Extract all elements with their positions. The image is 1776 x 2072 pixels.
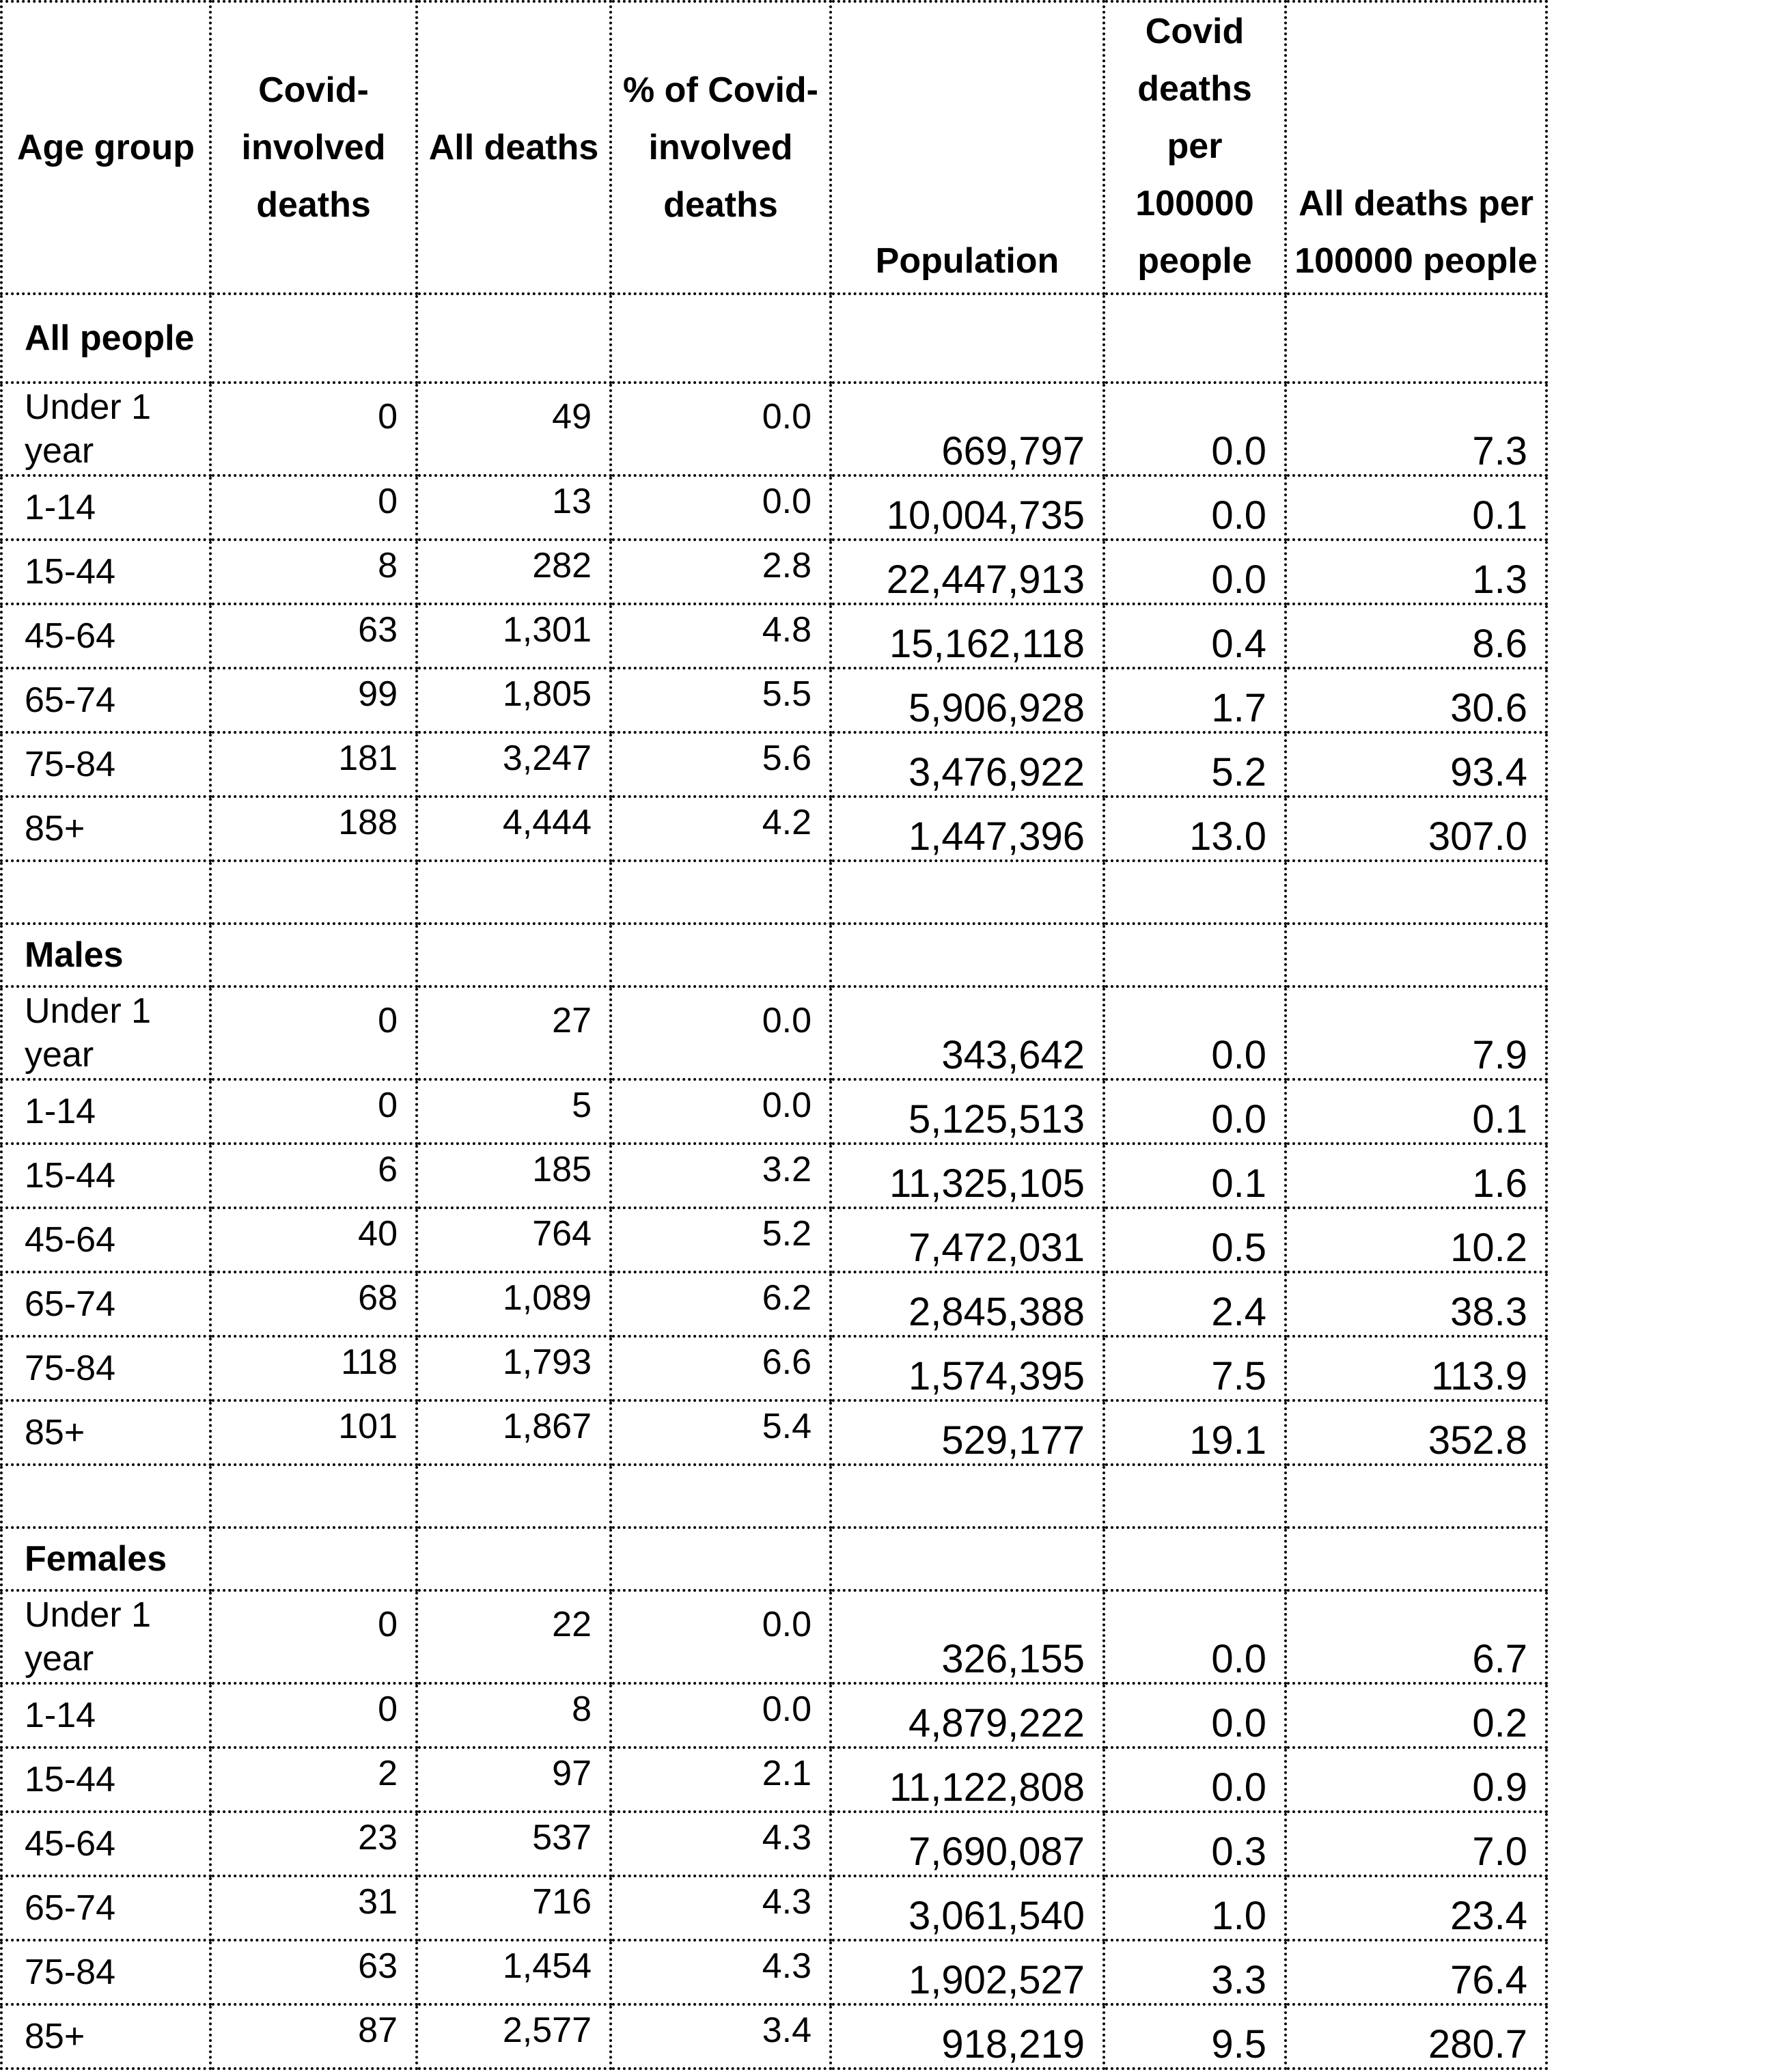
table-row <box>1 383 1546 475</box>
all-rate-cell: 1.3 <box>1286 540 1546 604</box>
empty-cell <box>210 861 417 924</box>
all-deaths-cell: 1,454 <box>417 1940 611 2004</box>
table-row <box>1 1208 1546 1272</box>
pct-covid-cell: 5.2 <box>611 1208 831 1272</box>
all-deaths-cell: 97 <box>417 1748 611 1812</box>
all-rate-cell: 0.1 <box>1286 1079 1546 1144</box>
all-deaths-cell: 1,805 <box>417 668 611 732</box>
all-rate-cell: 23.4 <box>1286 1876 1546 1940</box>
covid-deaths-cell: 8 <box>210 540 417 604</box>
all-deaths-cell: 1,301 <box>417 604 611 668</box>
empty-cell <box>417 294 611 383</box>
all-deaths-cell: 1,793 <box>417 1336 611 1400</box>
age-group-cell: 15-44 <box>1 1748 210 1812</box>
empty-cell <box>1286 1528 1546 1590</box>
table-row <box>1 986 1546 1079</box>
age-group-cell: 75-84 <box>1 732 210 797</box>
age-group-cell: 65-74 <box>1 1272 210 1336</box>
table-row <box>1 668 1546 732</box>
empty-cell <box>611 861 831 924</box>
empty-cell <box>831 294 1104 383</box>
pct-covid-cell: 0.0 <box>611 475 831 540</box>
empty-cell <box>1286 924 1546 986</box>
age-group-cell: 15-44 <box>1 540 210 604</box>
all-deaths-cell: 2,577 <box>417 2004 611 2069</box>
pct-covid-cell: 0.0 <box>611 1079 831 1144</box>
section-row <box>1 924 1546 986</box>
all-rate-cell: 352.8 <box>1286 1400 1546 1465</box>
empty-cell <box>1 861 210 924</box>
population-cell: 10,004,735 <box>831 475 1104 540</box>
table-row <box>1 604 1546 668</box>
empty-cell <box>1286 861 1546 924</box>
covid-rate-cell: 1.0 <box>1104 1876 1286 1940</box>
empty-cell <box>210 294 417 383</box>
all-deaths-cell: 27 <box>417 986 611 1079</box>
age-group-cell: 45-64 <box>1 1812 210 1876</box>
all-rate-cell: 7.9 <box>1286 986 1546 1079</box>
covid-rate-cell: 9.5 <box>1104 2004 1286 2069</box>
all-rate-cell: 6.7 <box>1286 1590 1546 1683</box>
covid-rate-cell: 0.0 <box>1104 986 1286 1079</box>
all-rate-cell: 7.0 <box>1286 1812 1546 1876</box>
section-label: All people <box>1 294 210 383</box>
table-row <box>1 475 1546 540</box>
age-group-cell: 75-84 <box>1 1336 210 1400</box>
all-rate-cell: 7.3 <box>1286 383 1546 475</box>
population-cell: 22,447,913 <box>831 540 1104 604</box>
covid-deaths-cell: 188 <box>210 797 417 861</box>
header-pct-covid: % of Covid-involved deaths <box>611 1 831 294</box>
empty-cell <box>831 1528 1104 1590</box>
table-row <box>1 1079 1546 1144</box>
all-deaths-cell: 764 <box>417 1208 611 1272</box>
table-row <box>1 797 1546 861</box>
pct-covid-cell: 4.2 <box>611 797 831 861</box>
empty-cell <box>417 861 611 924</box>
age-group-cell: 65-74 <box>1 668 210 732</box>
all-rate-cell: 0.1 <box>1286 475 1546 540</box>
covid-rate-cell: 5.2 <box>1104 732 1286 797</box>
age-group-cell: Under 1 year <box>1 1590 210 1683</box>
population-cell: 2,845,388 <box>831 1272 1104 1336</box>
pct-covid-cell: 2.1 <box>611 1748 831 1812</box>
all-rate-cell: 0.9 <box>1286 1748 1546 1812</box>
age-group-cell: 75-84 <box>1 1940 210 2004</box>
empty-cell <box>1104 1528 1286 1590</box>
header-all-per-100k: All deaths per 100000 people <box>1286 1 1546 294</box>
pct-covid-cell: 5.4 <box>611 1400 831 1465</box>
all-rate-cell: 8.6 <box>1286 604 1546 668</box>
covid-rate-cell: 0.4 <box>1104 604 1286 668</box>
covid-rate-cell: 0.0 <box>1104 540 1286 604</box>
empty-cell <box>210 1528 417 1590</box>
covid-deaths-cell: 87 <box>210 2004 417 2069</box>
covid-rate-cell: 7.5 <box>1104 1336 1286 1400</box>
section-row <box>1 1528 1546 1590</box>
section-row <box>1 294 1546 383</box>
table-row <box>1 1336 1546 1400</box>
covid-deaths-cell: 40 <box>210 1208 417 1272</box>
population-cell: 5,906,928 <box>831 668 1104 732</box>
covid-rate-cell: 0.0 <box>1104 475 1286 540</box>
covid-rate-cell: 0.5 <box>1104 1208 1286 1272</box>
all-deaths-cell: 185 <box>417 1144 611 1208</box>
empty-cell <box>611 1465 831 1528</box>
pct-covid-cell: 4.3 <box>611 1940 831 2004</box>
covid-rate-cell: 19.1 <box>1104 1400 1286 1465</box>
covid-rate-cell: 2.4 <box>1104 1272 1286 1336</box>
covid-rate-cell: 0.3 <box>1104 1812 1286 1876</box>
all-rate-cell: 93.4 <box>1286 732 1546 797</box>
all-rate-cell: 30.6 <box>1286 668 1546 732</box>
empty-cell <box>1286 294 1546 383</box>
age-group-cell: 85+ <box>1 797 210 861</box>
spacer-row <box>1 861 1546 924</box>
table-row <box>1 1940 1546 2004</box>
age-group-cell: 65-74 <box>1 1876 210 1940</box>
all-rate-cell: 10.2 <box>1286 1208 1546 1272</box>
empty-cell <box>1104 294 1286 383</box>
covid-deaths-cell: 101 <box>210 1400 417 1465</box>
empty-cell <box>611 1528 831 1590</box>
age-group-cell: Under 1 year <box>1 986 210 1079</box>
all-deaths-cell: 4,444 <box>417 797 611 861</box>
population-cell: 15,162,118 <box>831 604 1104 668</box>
empty-cell <box>1104 924 1286 986</box>
age-group-cell: 85+ <box>1 1400 210 1465</box>
all-deaths-cell: 13 <box>417 475 611 540</box>
population-cell: 669,797 <box>831 383 1104 475</box>
age-group-cell: 45-64 <box>1 604 210 668</box>
population-cell: 7,472,031 <box>831 1208 1104 1272</box>
empty-cell <box>831 924 1104 986</box>
pct-covid-cell: 6.6 <box>611 1336 831 1400</box>
table-row <box>1 1400 1546 1465</box>
pct-covid-cell: 5.6 <box>611 732 831 797</box>
table-row <box>1 1272 1546 1336</box>
age-group-cell: 15-44 <box>1 1144 210 1208</box>
covid-rate-cell: 0.0 <box>1104 1683 1286 1748</box>
empty-cell <box>210 1465 417 1528</box>
header-all-deaths: All deaths <box>417 1 611 294</box>
covid-deaths-cell: 63 <box>210 604 417 668</box>
covid-rate-cell: 0.0 <box>1104 383 1286 475</box>
covid-deaths-cell: 99 <box>210 668 417 732</box>
all-deaths-cell: 49 <box>417 383 611 475</box>
all-deaths-cell: 8 <box>417 1683 611 1748</box>
all-rate-cell: 1.6 <box>1286 1144 1546 1208</box>
empty-cell <box>831 861 1104 924</box>
population-cell: 3,061,540 <box>831 1876 1104 1940</box>
covid-deaths-cell: 0 <box>210 1590 417 1683</box>
table-row <box>1 540 1546 604</box>
age-group-cell: 85+ <box>1 2004 210 2069</box>
covid-deaths-cell: 0 <box>210 986 417 1079</box>
covid-deaths-cell: 68 <box>210 1272 417 1336</box>
covid-deaths-cell: 6 <box>210 1144 417 1208</box>
covid-rate-cell: 1.7 <box>1104 668 1286 732</box>
pct-covid-cell: 3.2 <box>611 1144 831 1208</box>
all-rate-cell: 307.0 <box>1286 797 1546 861</box>
all-deaths-cell: 1,867 <box>417 1400 611 1465</box>
empty-cell <box>831 1465 1104 1528</box>
all-deaths-cell: 537 <box>417 1812 611 1876</box>
population-cell: 529,177 <box>831 1400 1104 1465</box>
covid-rate-cell: 13.0 <box>1104 797 1286 861</box>
population-cell: 11,325,105 <box>831 1144 1104 1208</box>
pct-covid-cell: 4.3 <box>611 1812 831 1876</box>
header-row <box>1 1 1546 294</box>
population-cell: 1,574,395 <box>831 1336 1104 1400</box>
table-row <box>1 732 1546 797</box>
empty-cell <box>417 1465 611 1528</box>
covid-deaths-cell: 31 <box>210 1876 417 1940</box>
covid-deaths-cell: 181 <box>210 732 417 797</box>
covid-rate-cell: 0.0 <box>1104 1079 1286 1144</box>
pct-covid-cell: 0.0 <box>611 1683 831 1748</box>
pct-covid-cell: 3.4 <box>611 2004 831 2069</box>
covid-rate-cell: 0.0 <box>1104 1590 1286 1683</box>
covid-deaths-cell: 0 <box>210 1683 417 1748</box>
table-row <box>1 1812 1546 1876</box>
spacer-row <box>1 1465 1546 1528</box>
population-cell: 918,219 <box>831 2004 1104 2069</box>
pct-covid-cell: 0.0 <box>611 986 831 1079</box>
all-rate-cell: 113.9 <box>1286 1336 1546 1400</box>
covid-deaths-cell: 63 <box>210 1940 417 2004</box>
pct-covid-cell: 5.5 <box>611 668 831 732</box>
covid-deaths-cell: 2 <box>210 1748 417 1812</box>
table-row <box>1 1683 1546 1748</box>
all-deaths-cell: 716 <box>417 1876 611 1940</box>
table-row <box>1 2004 1546 2069</box>
population-cell: 7,690,087 <box>831 1812 1104 1876</box>
age-group-cell: 1-14 <box>1 1079 210 1144</box>
age-group-cell: 45-64 <box>1 1208 210 1272</box>
empty-cell <box>1104 1465 1286 1528</box>
covid-deaths-cell: 0 <box>210 1079 417 1144</box>
all-rate-cell: 0.2 <box>1286 1683 1546 1748</box>
empty-cell <box>417 924 611 986</box>
table-body <box>1 294 1546 2069</box>
empty-cell <box>1286 1465 1546 1528</box>
population-cell: 3,476,922 <box>831 732 1104 797</box>
all-deaths-cell: 22 <box>417 1590 611 1683</box>
covid-rate-cell: 0.1 <box>1104 1144 1286 1208</box>
covid-deaths-cell: 0 <box>210 383 417 475</box>
section-label: Females <box>1 1528 210 1590</box>
population-cell: 5,125,513 <box>831 1079 1104 1144</box>
population-cell: 343,642 <box>831 986 1104 1079</box>
empty-cell <box>210 924 417 986</box>
empty-cell <box>611 924 831 986</box>
age-group-cell: 1-14 <box>1 1683 210 1748</box>
population-cell: 11,122,808 <box>831 1748 1104 1812</box>
all-rate-cell: 76.4 <box>1286 1940 1546 2004</box>
table-row <box>1 1590 1546 1683</box>
empty-cell <box>611 294 831 383</box>
age-group-cell: 1-14 <box>1 475 210 540</box>
age-group-cell: Under 1 year <box>1 383 210 475</box>
pct-covid-cell: 6.2 <box>611 1272 831 1336</box>
empty-cell <box>1 1465 210 1528</box>
population-cell: 4,879,222 <box>831 1683 1104 1748</box>
population-cell: 326,155 <box>831 1590 1104 1683</box>
covid-rate-cell: 0.0 <box>1104 1748 1286 1812</box>
covid-deaths-cell: 0 <box>210 475 417 540</box>
header-age-group: Age group <box>1 1 210 294</box>
pct-covid-cell: 0.0 <box>611 383 831 475</box>
table-row <box>1 1876 1546 1940</box>
population-cell: 1,447,396 <box>831 797 1104 861</box>
empty-cell <box>1104 861 1286 924</box>
section-label: Males <box>1 924 210 986</box>
population-cell: 1,902,527 <box>831 1940 1104 2004</box>
pct-covid-cell: 2.8 <box>611 540 831 604</box>
pct-covid-cell: 0.0 <box>611 1590 831 1683</box>
header-covid-deaths: Covid-involved deaths <box>210 1 417 294</box>
pct-covid-cell: 4.8 <box>611 604 831 668</box>
covid-rate-cell: 3.3 <box>1104 1940 1286 2004</box>
all-rate-cell: 280.7 <box>1286 2004 1546 2069</box>
pct-covid-cell: 4.3 <box>611 1876 831 1940</box>
all-deaths-cell: 3,247 <box>417 732 611 797</box>
covid-deaths-cell: 118 <box>210 1336 417 1400</box>
all-deaths-cell: 282 <box>417 540 611 604</box>
all-deaths-cell: 5 <box>417 1079 611 1144</box>
header-covid-per-100k: Covid deaths per 100000 people <box>1104 1 1286 294</box>
all-rate-cell: 38.3 <box>1286 1272 1546 1336</box>
empty-cell <box>417 1528 611 1590</box>
covid-deaths-cell: 23 <box>210 1812 417 1876</box>
all-deaths-cell: 1,089 <box>417 1272 611 1336</box>
table-row <box>1 1748 1546 1812</box>
table-row <box>1 1144 1546 1208</box>
header-population: Population <box>831 1 1104 294</box>
